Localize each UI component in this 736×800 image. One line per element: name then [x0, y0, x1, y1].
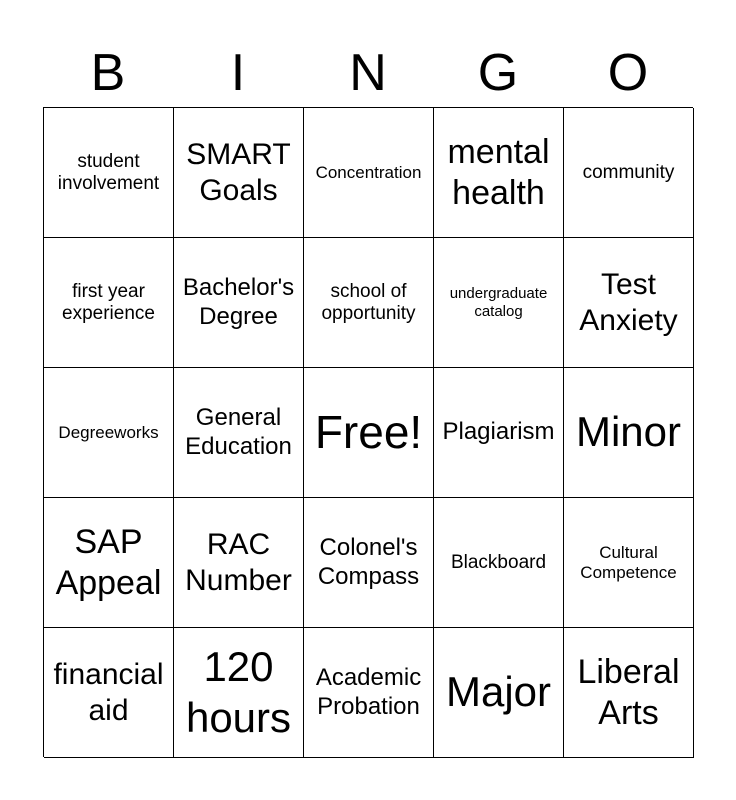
bingo-cell-label: undergraduate catalog	[449, 285, 548, 320]
header-letter-i: I	[230, 44, 246, 102]
bingo-cell-label: Academic Probation	[315, 663, 422, 720]
bingo-cell-label: Degreeworks	[58, 422, 159, 442]
bingo-cell-b3[interactable]	[44, 368, 174, 498]
bingo-cell-label: school of opportunity	[321, 280, 416, 324]
bingo-cell-label: Concentration	[315, 162, 422, 182]
bingo-cell-label: SMART Goals	[186, 137, 291, 207]
bingo-cell-label: Liberal Arts	[577, 652, 680, 732]
bingo-cell-o3[interactable]	[564, 368, 694, 498]
header-letter-n: N	[349, 44, 387, 102]
bingo-cell-label: General Education	[185, 403, 292, 460]
bingo-cell-i2[interactable]	[174, 238, 304, 368]
bingo-cell-label: Blackboard	[450, 551, 547, 573]
bingo-cell-label: RAC Number	[185, 527, 292, 597]
bingo-cell-g5[interactable]	[434, 628, 564, 758]
bingo-cell-b4[interactable]	[44, 498, 174, 628]
bingo-cell-g2[interactable]	[434, 238, 564, 368]
bingo-cell-g1[interactable]	[434, 108, 564, 238]
bingo-cell-label: Bachelor's Degree	[182, 273, 295, 330]
bingo-cell-label: financial aid	[53, 657, 164, 727]
bingo-cell-label: student involvement	[57, 150, 160, 194]
bingo-header	[43, 40, 693, 106]
bingo-cell-b2[interactable]	[44, 238, 174, 368]
bingo-cell-i5[interactable]	[174, 628, 304, 758]
bingo-cell-label: SAP Appeal	[55, 522, 162, 602]
bingo-cell-label: Colonel's Compass	[317, 533, 420, 590]
bingo-cell-b1[interactable]	[44, 108, 174, 238]
bingo-cell-label: Free!	[314, 406, 423, 459]
bingo-cell-label: Plagiarism	[442, 418, 555, 446]
bingo-cell-o2[interactable]	[564, 238, 694, 368]
bingo-cell-o5[interactable]	[564, 628, 694, 758]
bingo-cell-n4[interactable]	[304, 498, 434, 628]
bingo-cell-i4[interactable]	[174, 498, 304, 628]
header-letter-o: O	[607, 44, 649, 102]
bingo-board	[43, 107, 693, 757]
bingo-cell-o1[interactable]	[564, 108, 694, 238]
bingo-cell-g3[interactable]	[434, 368, 564, 498]
bingo-cell-i3[interactable]	[174, 368, 304, 498]
bingo-cell-n2[interactable]	[304, 238, 434, 368]
bingo-cell-label: community	[582, 161, 675, 183]
bingo-cell-label: Cultural Competence	[580, 542, 677, 582]
bingo-cell-label: Test Anxiety	[579, 267, 678, 337]
bingo-cell-label: Major	[445, 668, 552, 716]
bingo-cell-i1[interactable]	[174, 108, 304, 238]
bingo-cell-label: mental health	[447, 132, 550, 212]
bingo-cell-n5[interactable]	[304, 628, 434, 758]
bingo-cell-b5[interactable]	[44, 628, 174, 758]
header-letter-b: B	[90, 44, 126, 102]
bingo-cell-label: 120 hours	[185, 643, 292, 741]
header-letter-g: G	[477, 44, 519, 102]
bingo-cell-g4[interactable]	[434, 498, 564, 628]
bingo-cell-label: Minor	[575, 408, 682, 456]
bingo-cell-n3[interactable]	[304, 368, 434, 498]
bingo-cell-n1[interactable]	[304, 108, 434, 238]
bingo-cell-label: first year experience	[62, 280, 155, 324]
bingo-cell-o4[interactable]	[564, 498, 694, 628]
